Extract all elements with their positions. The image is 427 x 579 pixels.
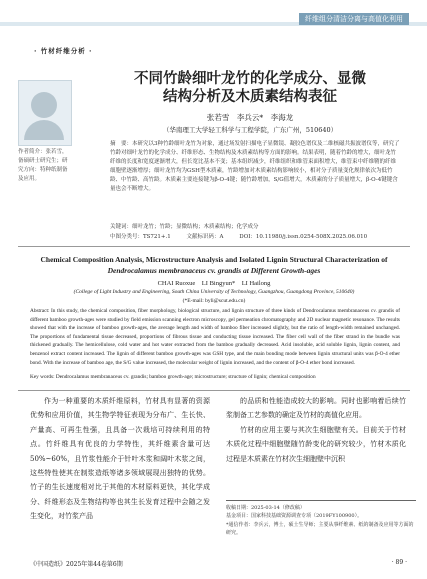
abstract-cn: 摘 要：本研究以3种竹龄细叶龙竹为对象，通过场发射扫描电子显微镜、凝胶色谱仪及二维核磁共振波谱仪等，研究了竹龄对细叶龙竹的化学成分、纤维形态、生物结构及木质素结构等方面的影响。结果表明，随着竹龄的增大，细叶龙竹纤维的长度和宽度逐渐增大，但长宽比基本不变；基本组织减少，纤维组织和维管束面积增大，维管束中纤维鞘的纤维细胞壁逐渐增厚；细叶龙竹均为GSH型木质素，竹龄增加对木质素结构影响较小，相对分子质量变化规律依次为低竹龄、中竹龄、高竹龄。木质素主要连接键为β-O-4键；随竹龄增加，S/G值增大，木质素的分子质量增大，β-O-4键键含量也会不断增大。: [110, 141, 400, 192]
article-authors: 张若雪 李兵云* 李海龙: [206, 113, 294, 122]
article-title-line1: 不同竹龄细叶龙竹的化学成分、显微: [134, 71, 366, 87]
english-title-line2: Dendrocalamus membranaceus cv. grandis at Different Growth-ages: [107, 266, 321, 275]
footnote-corresponding: *通信作者：李兵云，博士，硕士生导师；主要从事纤维素、纸的制备及应用等方面的研究。: [226, 521, 414, 537]
doi[interactable]: DOI：10.11980/j.issn.0254-508X.2025.06.010: [239, 234, 368, 240]
section-divider: [18, 246, 410, 247]
body-left-column: 作为一种重要的木质纤维原料，竹材具有显著的资源优势和应用价值，其生物学特征表现为分布广、生长快、产量高、可再生性强，且具备一次栽培可持续利用的特点。竹纤维具有优良的力学特性，其纤维素含量可达50%~60%，且竹浆性能介于针叶木浆和阔叶木浆之间，这些特性使其在制浆造纸等诸多领域展现出独特的优势。竹子的生长速度相对比于其他的木材原料更快，其化学成分、纤维形态及生物结构等也其生长发育过程中会随之发生变化，对竹浆产品: [30, 397, 210, 521]
english-email[interactable]: (*E-mail: byli@scut.edu.cn): [182, 298, 246, 304]
author-photo-head-icon: [31, 92, 57, 118]
document-code: 文献标识码：A: [186, 234, 224, 240]
english-abstract: Abstract: In this study, the chemical composition, fiber morphology, biological structure, and lignin structure of three kinds of Dendrocalamus membranaceus cv. grandis of different bamboo growth-ages were studied by field emission scanning electron microscopy, gel permeation chromatography and 2D nuclear magnetic resonance. The results showed that with the increase of bamboo growth-ages, the average length and width of bamboo fiber increased slightly, but the ratio of length-width remained unchanged. The proportions of fundamental tissue decreased, proportions of fibrous tissue and conducting tissue increased. The fiber cell wall of the fiber strand in the bundle was thickened gradually. The hemicellulose, cold water and hot water extracted from the bamboo gradually decreased. Acid insoluble, acid soluble lignin, lignin content, and benzenol extract content increased. The lignin of different bamboo growth-ages was GSH type, and the main bonding mode between lignin structural units was β-O-4 ether bond. With the increase of bamboo age, the S/G value increased, the molecular weight of lignin increased, and the content of β-O-4 ether bond increased.: [30, 308, 400, 366]
article-title-line2: 结构分析及木质素结构表征: [163, 89, 337, 105]
footnote-rule: [226, 500, 416, 501]
english-affiliation: (College of Light Industry and Engineering, South China University of Technology, Guangzhou, Guangdong Province, 510640): [73, 289, 355, 295]
footer-journal: 《中国造纸》2025年第44卷第6期: [30, 561, 123, 568]
body-right-column: [226, 394, 406, 466]
body-right-para2: 竹材的应用主要与其次生细胞壁有关。目前关于竹材木质化过程中细胞壁随竹龄变化的研究较少，竹材木质化过程是木质素在竹材次生细胞壁中沉积: [226, 425, 406, 463]
body-divider: [18, 390, 410, 391]
keywords-cn: 关键词：细叶龙竹；竹龄；显微结构；木质素结构；化学成分: [110, 224, 259, 230]
header-band: [0, 0, 427, 28]
footnote-received: 收稿日期：2025-03-14（修改稿）: [226, 505, 305, 511]
column-label: · 竹材纤维分析 ·: [34, 47, 93, 55]
clc-number: 中图分类号：TS721+.1: [110, 234, 171, 240]
article-affiliation: （华南理工大学轻工科学与工程学院，广东广州，510640）: [162, 126, 338, 134]
english-title: [18, 254, 410, 276]
article-title: [100, 70, 400, 106]
english-keywords: Key words: Dendrocalamus membranaceus cv. grandis; bamboo growth-age; microstructure; structure of lignin; chemical composition: [30, 374, 316, 380]
footnote: [226, 504, 416, 538]
body-right-para1: 的品质和性能造成较大的影响。同时也影响着后续竹浆制备工艺参数的确定及竹材的高值化应用。: [226, 397, 406, 420]
footer-page-number: · 89 ·: [391, 559, 407, 566]
classification-line: [110, 232, 410, 240]
author-bio: 作者简介：张若雪，备硕研士研究生；研究方向：特种纸制备及应用。: [18, 149, 68, 182]
english-authors: CHAI Ruoxue LI Bingyun* LI Hailong: [157, 280, 271, 287]
english-title-line1: Chemical Composition Analysis, Microstructure Analysis and Isolated Lignin Structural Characterization of: [40, 255, 388, 264]
header-section-label: 纤维组分清洁分离与高值化利用: [299, 13, 409, 25]
footnote-fund: 基金项目：国家科技基础资源调查专项（2019FY100900）。: [226, 513, 363, 520]
